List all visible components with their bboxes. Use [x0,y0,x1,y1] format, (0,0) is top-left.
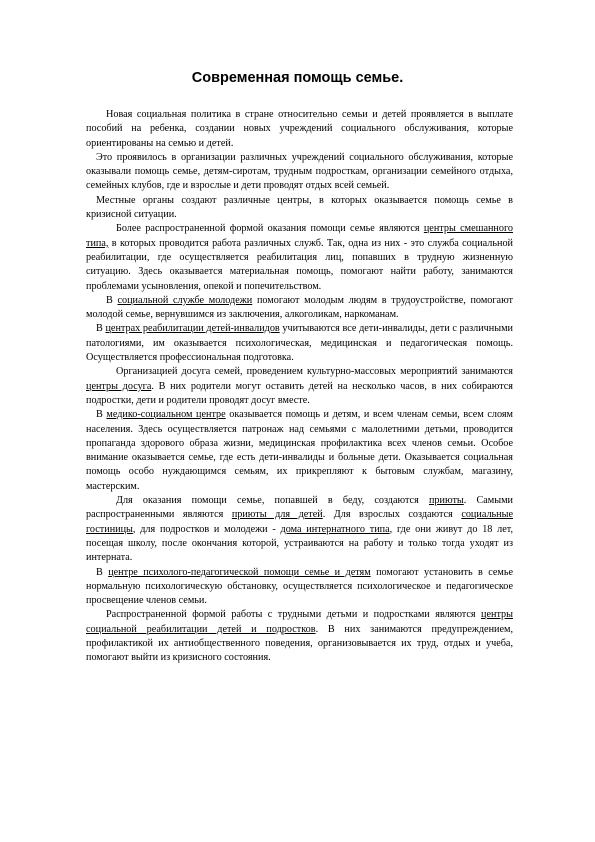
paragraph [86,494,513,565]
paragraph-text: В [96,323,106,335]
paragraph-text: . Для взрослых создаются [322,509,462,521]
paragraph [86,151,513,194]
paragraph-text: учитываются все дети-инвалиды, дети с различными патологиями, им оказывается психологическая, медицинская и педагогическая помощь. Осуществляется профессиональная подготовка. [86,323,513,364]
underlined-term: социальные гостиницы [86,509,513,535]
page-title: Современная помощь семье. [191,70,404,86]
underlined-term: центры смешанного типа, [86,223,513,249]
underlined-term: приюты для детей [231,509,323,521]
paragraph-text: Более распространенной формой оказания помощи семье являются [116,223,424,235]
underlined-term: медико-социальном центре [106,409,226,421]
paragraph-text: . В них родители могут оставить детей на несколько часов, в них собираются подростки, дети и родители проводят досуг вместе. [86,380,513,406]
paragraph [86,566,513,609]
underlined-term: приюты [428,495,464,507]
paragraph-text: . Самыми распространенными являются [86,495,513,521]
paragraph-text: Для оказания помощи семье, попавшей в беду, создаются [116,495,429,507]
paragraph-text: оказывается помощь и детям, и всем членам семьи, всем слоям населения. Здесь осуществляется патронаж над семьями с малолетними детьми, проводится пропаганда здорового образа жизни, медицинская профилактика всех членов семьи. Особое внимание оказывается семье, где есть дети-инвалиды и больные дети. Оказывается социальная помощь особо нуждающимся семьям, их прикрепляют к бытовым службам, магазину, мастерским. [86,409,513,492]
paragraph-text: , для подростков и молодежи - [132,523,281,535]
underlined-term: центрах реабилитации детей-инвалидов [105,323,280,335]
paragraph-text: . В них занимаются предупреждением, профилактикой их антиобщественного поведения, организовывается их труд, отдых и учеба, помогают выйти из кризисного состояния. [86,623,513,664]
underlined-term: центры социальной реабилитации детей и подростков [86,609,513,635]
paragraph-text: В [106,294,118,306]
paragraph [86,608,513,665]
paragraph-text: Местные органы создают различные центры, в которых оказывается помощь семье в кризисной ситуации. [86,194,513,221]
paragraph-text: помогают установить в семье нормальную психологическую обстановку, осуществляется психологическое и педагогическое просвещение членов семьи. [86,566,514,607]
paragraph [86,294,513,323]
paragraph [86,194,513,223]
paragraph [86,408,513,494]
underlined-term: центре психолого-педагогической помощи семье и детям [108,566,371,578]
paragraph-text: помогают молодым людям в трудоустройстве, помогают молодой семье, вернувшимся из заключения, алкоголикам, наркоманам. [86,294,513,321]
paragraph-text: в которых проводится работа различных служб. Так, одна из них - это служба социальной реабилитации, где осуществляется реабилитация лиц, попавших в трудную жизненную ситуацию. Здесь оказывается материальная помощь, помогают найти работу, занимаются проблемами усыновления, опекой и попечительством. [86,237,513,292]
paragraph-text: , где они живут до 18 лет, посещая школу, после окончания которой, устраиваются на работу и только тогда уходят из интерната. [86,523,513,564]
paragraph-text: Это проявилось в организации различных учреждений социального обслуживания, которые оказывали помощь семье, детям-сиротам, трудным подросткам, организации семейного отдыха, семейных клубов, где и взрослые и дети проводят отдых всей семьей. [86,151,513,192]
paragraph-text: В [96,409,107,421]
paragraph-text: Распространенной формой работы с трудными детьми и подростками являются [106,609,482,621]
paragraph [86,108,513,151]
paragraph-text: В [96,566,109,578]
underlined-term: социальной службе молодежи [117,294,253,306]
paragraph-text: Новая социальная политика в стране относительно семьи и детей проявляется в выплате пособий на ребенка, создании новых учреждений социального обслуживания, которые ориентированы на семью и детей. [86,109,513,149]
paragraph [86,222,513,293]
paragraph [86,322,513,365]
underlined-term: центры досуга [86,380,152,392]
document-body [86,108,513,666]
paragraph [86,365,513,408]
underlined-term: дома интернатного типа [280,523,390,535]
paragraph-text: Организацией досуга семей, проведением культурно-массовых мероприятий занимаются [116,366,513,378]
